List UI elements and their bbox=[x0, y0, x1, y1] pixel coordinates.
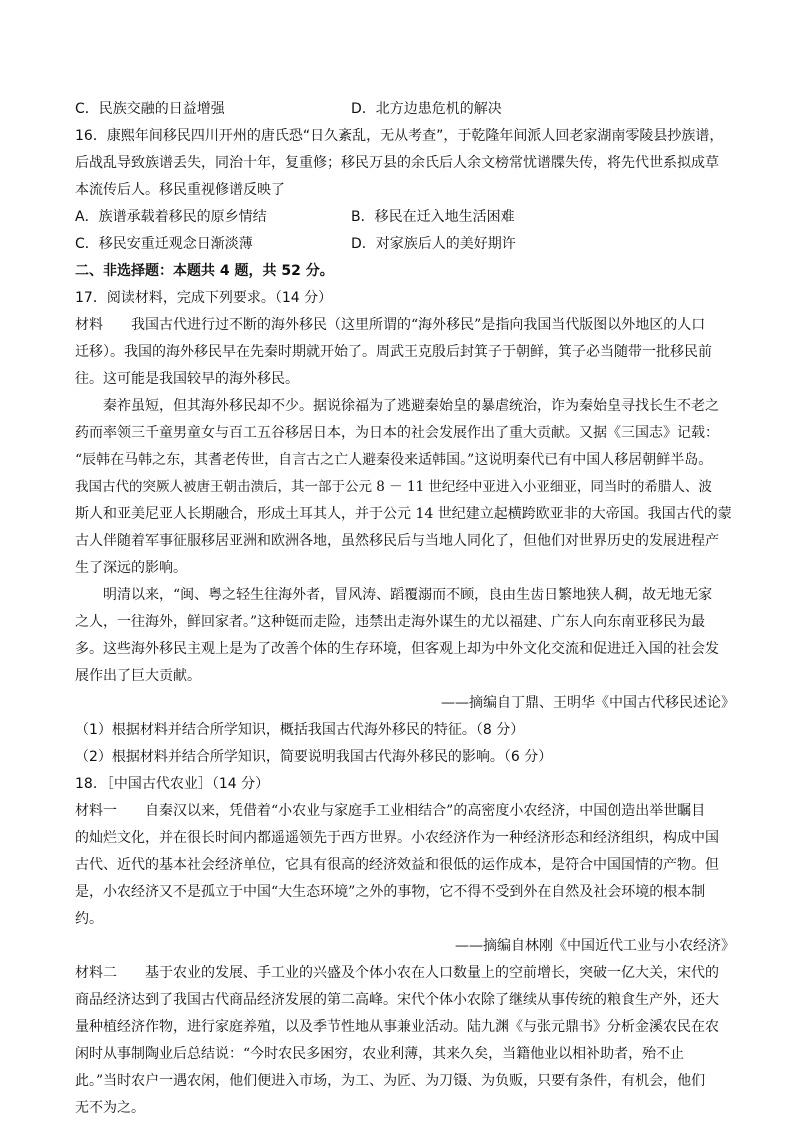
q18-material-line: 古代、近代的基本社会经济单位，它具有很高的经济效益和很低的运作成本，是符合中国国情的产物。但 bbox=[75, 857, 719, 873]
q16-options-ab bbox=[75, 204, 735, 231]
q18-material-line: 闲时从事制陶业后总结说：“今时农民多困穷，农业利薄，其来久矣，当籍他业以相补助者，殆不止 bbox=[75, 1046, 685, 1062]
q15-option-c: C．民族交融的日益增强 bbox=[75, 101, 225, 117]
q17-material-line: 药而率领三千童男童女与百工五谷移居日本，为日本的社会发展作出了重大贡献。又据《三国志》记载： bbox=[75, 425, 719, 441]
q16-stem-line: 16．康熙年间移民四川开州的唐氏恐“日久紊乱，无从考查”，于乾隆年间派人回老家湖南零陵县抄族谱， bbox=[75, 128, 724, 144]
q18-material-line: 商品经济达到了我国古代商品经济发展的第二高峰。宋代个体小农除了继续从事传统的粮食生产外，还大 bbox=[75, 992, 719, 1008]
q17-material-line: 生了深远的影响。 bbox=[75, 560, 187, 576]
q17-material-line: 我国古代的突厥人被唐王朝击溃后，其一部于公元 8 － 11 世纪经中亚进入小亚细亚，同当时的希腊人、波 bbox=[75, 479, 712, 495]
q17-material-line: 之人，一往海外，鲜回家者。”这种铤而走险，违禁出走海外谋生的尤以福建、广东人向东南亚移民为最 bbox=[75, 614, 706, 630]
q17-material-line: 迁移）。我国的海外移民早在先秦时期就开始了。周武王克殷后封箕子于朝鲜，箕子必当随带一批移民前 bbox=[75, 344, 712, 360]
q18-material-line: 材料二 基于农业的发展、手工业的兴盛及个体小农在人口数量上的空前增长，突破一亿大关，宋代的 bbox=[75, 965, 719, 981]
question-18 bbox=[75, 771, 735, 1122]
section-heading: 二、非选择题：本题共 4 题，共 52 分。 bbox=[75, 263, 334, 279]
q16-stem-line: 本流传后人。移民重视修谱反映了 bbox=[75, 182, 285, 198]
q18-material-line: 量种植经济作物，进行家庭养殖，以及季节性地从事兼业活动。陆九渊《与张元鼎书》分析金溪农民在农 bbox=[75, 1019, 719, 1035]
q16-option-d: D．对家族后人的美好期许 bbox=[351, 236, 516, 252]
q18-source-1: ——摘编自林刚《中国近代工业与小农经济》 bbox=[455, 938, 735, 954]
exam-page bbox=[75, 96, 735, 1122]
q17-material-line: 展作出了巨大贡献。 bbox=[75, 668, 201, 684]
q17-material-line: “辰韩在马韩之东，其耆老传世，自言古之亡人避秦役来适韩国。”这说明秦代已有中国人移居朝鲜半岛。 bbox=[75, 452, 713, 468]
q16-option-c: C．移民安重迁观念日渐淡薄 bbox=[75, 236, 253, 252]
q15-option-d: D．北方边患危机的解决 bbox=[351, 101, 502, 117]
q17-material-line: 斯人和亚美尼亚人长期融合，形成土耳其人，并于公元 14 世纪建立起横跨欧亚非的大帝国。我国古代的蒙 bbox=[75, 506, 732, 522]
q17-material-line: 往。这可能是我国较早的海外移民。 bbox=[75, 371, 299, 387]
q17-material-line: 古人伴随着军事征服移居亚洲和欧洲各地，虽然移民后与当地人同化了，但他们对世界历史的发展进程产 bbox=[75, 533, 719, 549]
q17-material-line: 秦祚虽短，但其海外移民却不少。据说徐福为了逃避秦始皇的暴虐统治，诈为秦始皇寻找长生不老之 bbox=[103, 398, 719, 414]
q18-material-line: 材料一 自秦汉以来，凭借着“小农业与家庭手工业相结合”的高密度小农经济，中国创造出举世瞩目 bbox=[75, 803, 706, 819]
q17-material-line: 材料 我国古代进行过不断的海外移民（这里所谓的“海外移民”是指向我国当代版图以外地区的人口 bbox=[75, 317, 706, 333]
q16-stem-line: 后战乱导致族谱丢失，同治十年，复重修；移民万县的余氏后人余文榜常忧谱牒失传，将先代世系拟成草 bbox=[75, 155, 719, 171]
q18-material-line: 此。”当时农户一遇农闲，他们便进入市场，为工、为匠、为刀镊、为负贩，只要有条件，有机会，他们 bbox=[75, 1073, 706, 1089]
q18-material-line: 约。 bbox=[75, 911, 103, 927]
question-16 bbox=[75, 123, 735, 258]
q16-option-a: A．族谱承载着移民的原乡情结 bbox=[75, 209, 267, 225]
q15-options-cd bbox=[75, 96, 735, 123]
q17-heading: 17．阅读材料，完成下列要求。（14 分） bbox=[75, 290, 333, 306]
q17-material-line: 明清以来，“闽、粤之轻生往海外者，冒风涛、蹈覆溺而不顾，良由生齿日繁地狭人稠，故无地无家 bbox=[103, 587, 713, 603]
q17-subquestion-2: （2）根据材料并结合所学知识，简要说明我国古代海外移民的影响。（6 分） bbox=[75, 749, 553, 765]
q17-material-line: 多。这些海外移民主观上是为了改善个体的生存环境，但客观上却为中外文化交流和促进迁入国的社会发 bbox=[75, 641, 719, 657]
q17-source: ——摘编自丁鼎、王明华《中国古代移民述论》 bbox=[441, 695, 735, 711]
q16-option-b: B．移民在迁入地生活困难 bbox=[351, 209, 515, 225]
q18-material-line: 的灿烂文化，并在很长时间内都遥遥领先于西方世界。小农经济作为一种经济形态和经济组织，构成中国 bbox=[75, 830, 719, 846]
question-17 bbox=[75, 285, 735, 771]
q18-material-line: 是，小农经济又不是孤立于中国“大生态环境”之外的事物，它不得不受到外在自然及社会环境的根本制 bbox=[75, 884, 706, 900]
q18-material-line: 无不为之。 bbox=[75, 1100, 145, 1116]
q16-options-cd bbox=[75, 231, 735, 258]
q18-heading: 18．［中国古代农业］（14 分） bbox=[75, 776, 270, 792]
q17-subquestion-1: （1）根据材料并结合所学知识，概括我国古代海外移民的特征。（8 分） bbox=[75, 722, 525, 738]
